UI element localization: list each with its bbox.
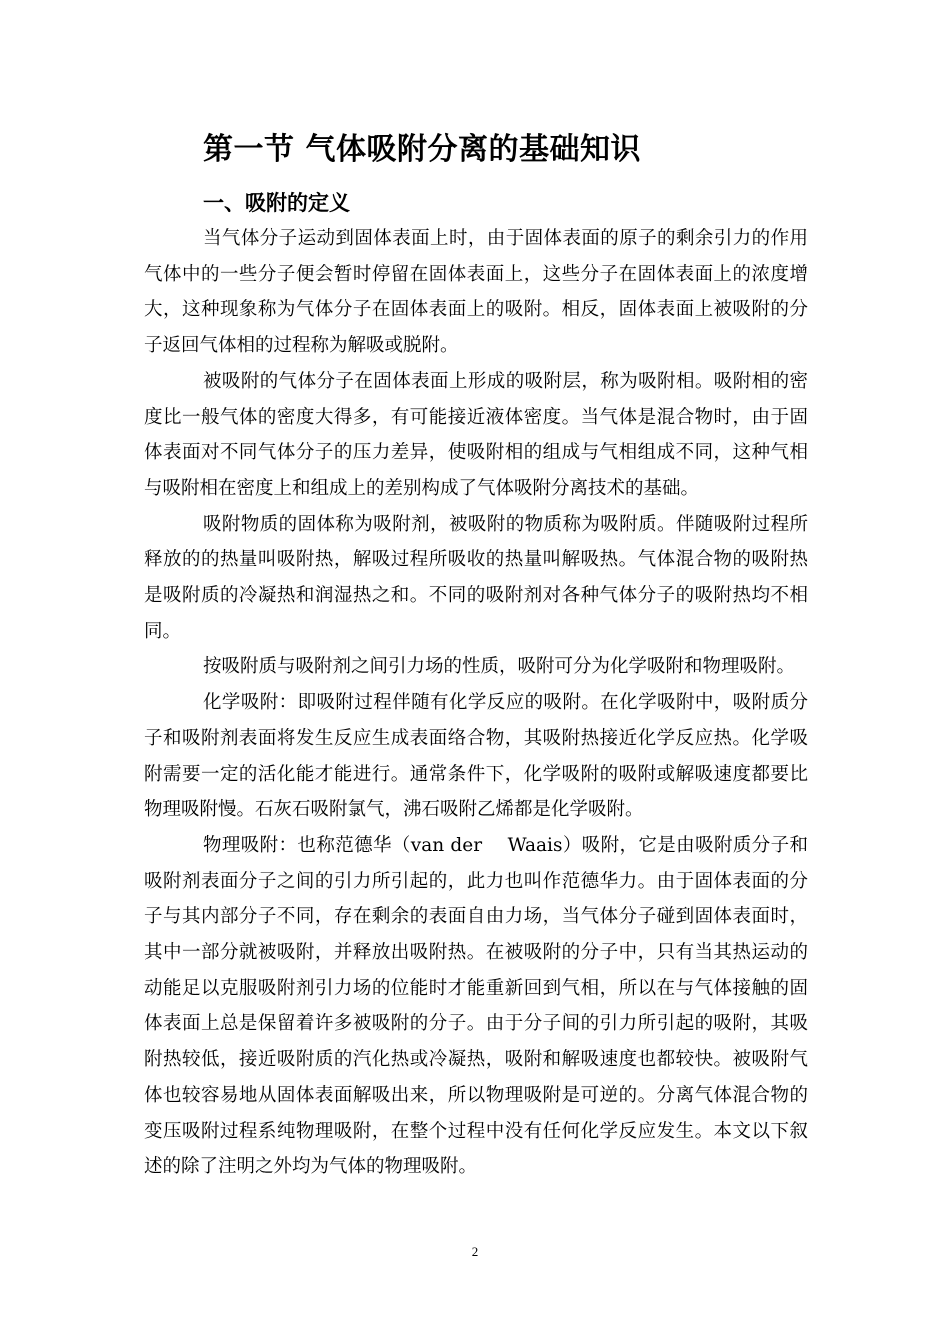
page-number: 2 bbox=[471, 1244, 479, 1259]
paragraph-adsorbent-adsorbate: 吸附物质的固体称为吸附剂，被吸附的物质称为吸附质。伴随吸附过程所释放的的热量叫吸附热，解吸过程所吸收的热量叫解吸热。气体混合物的吸附热是吸附质的冷凝热和润湿热之和。不同的吸附剂对各种气体分子的吸附热均不相同。 bbox=[144, 513, 808, 642]
paragraph-chemical-adsorption: 化学吸附：即吸附过程伴随有化学反应的吸附。在化学吸附中，吸附质分子和吸附剂表面将发生反应生成表面络合物，其吸附热接近化学反应热。化学吸附需要一定的活化能才能进行。通常条件下，化学吸附的吸附或解吸速度都要比物理吸附慢。石灰石吸附氯气，沸石吸附乙烯都是化学吸附。 bbox=[144, 692, 808, 821]
paragraph-adsorption-definition: 当气体分子运动到固体表面上时，由于固体表面的原子的剩余引力的作用气体中的一些分子便会暂时停留在固体表面上，这些分子在固体表面上的浓度增大，这种现象称为气体分子在固体表面上的吸附。相反，固体表面上被吸附的分子返回气体相的过程称为解吸或脱附。 bbox=[144, 228, 808, 357]
paragraph-adsorbed-phase: 被吸附的气体分子在固体表面上形成的吸附层，称为吸附相。吸附相的密度比一般气体的密度大得多，有可能接近液体密度。当气体是混合物时，由于固体表面对不同气体分子的压力差异，使吸附相的组成与气相组成不同，这种气相与吸附相在密度上和组成上的差别构成了气体吸附分离技术的基础。 bbox=[144, 370, 808, 499]
body-text bbox=[144, 221, 808, 1185]
section-heading: 一、吸附的定义 bbox=[203, 190, 350, 215]
chapter-title: 第一节 气体吸附分离的基础知识 bbox=[203, 132, 641, 167]
paragraph-classification: 按吸附质与吸附剂之间引力场的性质，吸附可分为化学吸附和物理吸附。 bbox=[203, 656, 796, 678]
paragraph-physical-adsorption: 物理吸附：也称范德华（van der Waais）吸附，它是由吸附质分子和吸附剂表面分子之间的引力所引起的，此力也叫作范德华力。由于固体表面的分子与其内部分子不同，存在剩余的表面自由力场，当气体分子碰到固体表面时，其中一部分就被吸附，并释放出吸附热。在被吸附的分子中，只有当其热运动的动能足以克服吸附剂引力场的位能时才能重新回到气相，所以在与气体接触的固体表面上总是保留着许多被吸附的分子。由于分子间的引力所引起的吸附，其吸附热较低，接近吸附质的汽化热或冷凝热，吸附和解吸速度也都较快。被吸附气体也较容易地从固体表面解吸出来，所以物理吸附是可逆的。分离气体混合物的变压吸附过程系纯物理吸附，在整个过程中没有任何化学反应发生。本文以下叙述的除了注明之外均为气体的物理吸附。 bbox=[144, 834, 808, 1178]
